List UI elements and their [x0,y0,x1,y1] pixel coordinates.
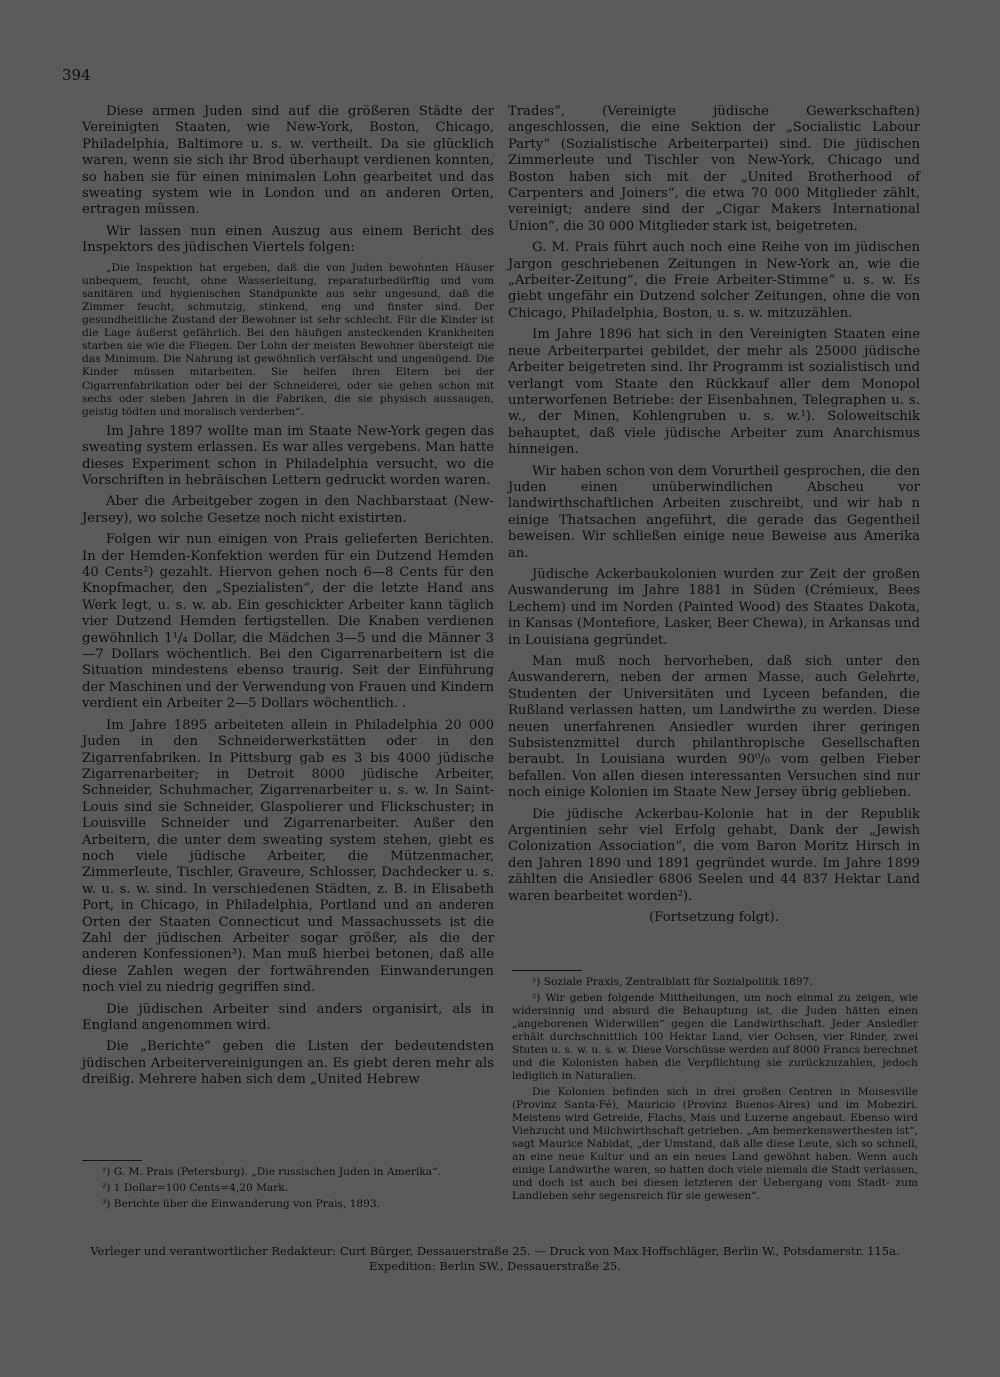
footnote: ³) Berichte über die Einwanderung von Prais, 1893. [102,1198,381,1210]
paragraph: G. M. Prais führt auch noch eine Reihe von im jüdischen Jargon geschriebenen Zeitungen in New-York an, wie die „Arbeiter-Zeitung“, die Freie Arbeiter-Stimme“ u. s. w. Es giebt ungefähr ein Dutzend solcher Zeitungen, ohne die von Chicago, Philadelphia, Boston, u. s. w. mitzuzählen. [508,240,920,321]
page-number: 394 [62,66,91,84]
imprint-line: Expedition: Berlin SW., Dessauerstraße 25. [369,1259,621,1273]
quoted-report: „Die Inspektion hat ergeben, daß die von Juden bewohnten Häuser unbequem, feucht, ohne Wasserleitung, reparaturbedürftig und vom sanitären und hygienischen Standpunkte aus sehr ungesund, daß die Zimmer feucht, schmutzig, stinkend, eng und finster sind. Der gesundheitliche Zustand der Bewohner ist sehr schlecht. Für die Kinder ist die Lage äußerst gefährlich. Bei den häufigen ansteckenden Krankheiten starben sie wie die Fliegen. Der Lohn der meisten Bewohner übersteigt nie das Minimum. Die Nahrung ist gewöhnlich verfälscht und ungenügend. Die Kinder müssen mitarbeiten. Sie helfen ihren Eltern bei der Cigarrenfabrikation oder bei der Schneiderei, oder sie gehen schon mit sechs oder sieben Jahren in die Fabriken, die sie physisch aussaugen, geistig tödten und moralisch verderben“. [82,261,494,418]
paragraph: Folgen wir nun einigen von Prais gelieferten Berichten. In der Hemden-Konfektion werden für ein Dutzend Hemden 40 Cents²) gezahlt. Hiervon gehen noch 6—8 Cents für den Knopfmacher, den „Spezialisten“, der die letzte Hand ans Werk legt, u. s. w. ab. Ein geschickter Arbeiter kann täglich vier Dutzend Hemden fertigstellen. Die Knaben verdienen gewöhnlich 1¹/₄ Dollar, die Mädchen 3—5 und die Männer 3—7 Dollars wöchentlich. Bei den Cigarrenarbeitern ist die Situation mindestens ebenso traurig. Seit der Einführung der Maschinen und der Verwendung von Frauen und Kindern verdient ein Arbeiter 2—5 Dollars wöchentlich. . [82,532,494,712]
left-column [82,104,494,1094]
paragraph: Die „Berichte“ geben die Listen der bedeutendsten jüdischen Arbeitervereinigungen an. Es giebt deren mehr als dreißig. Mehrere haben sich dem „United Hebrew [82,1039,494,1088]
footnote: ²) 1 Dollar=100 Cents=4,20 Mark. [102,1182,289,1194]
paragraph: Wir haben schon von dem Vorurtheil gesprochen, die den Juden einen unüberwindlichen Abscheu vor landwirthschaftlichen Arbeiten zuschreibt, und wir hab n einige Thatsachen angeführt, die gerade das Gegentheil beweisen. Wir schließen einige neue Beweise aus Amerika an. [508,463,920,561]
paragraph: Diese armen Juden sind auf die größeren Städte der Vereinigten Staaten, wie New-York, Boston, Chicago, Philadelphia, Baltimore u. s. w. vertheilt. Da sie glücklich waren, wenn sie sich ihr Brod überhaupt verdienen konnten, so haben sie für einen minimalen Lohn gearbeitet und das sweating system wie in London und an anderen Orten, ertragen müssen. [82,104,494,218]
left-footnotes [82,1160,494,1214]
footnote: ¹) G. M. Prais (Petersburg). „Die russischen Juden in Amerika“. [102,1166,441,1178]
footnote-rule [82,1160,142,1161]
right-footnotes [512,970,918,1206]
continuation-note: (Fortsetzung folgt). [649,910,779,926]
footnote: Die Kolonien befinden sich in drei großen Centren in Moisesville (Provinz Santa-Fé), Mauricio (Provinz Buenos-Aires) und im Mobeziri. Meistens wird Getreide, Flachs, Mais und Luzerne angebaut. Ebenso wird Viehzucht und Milchwirthschaft getrieben. „Am bemerkenswerthesten ist“, sagt Maurice Nabidat, „der Umstand, daß alle diese Leute, sich so schnell, an eine neue Kultur und an ein neues Land gewöhnt haben. Wenn auch einige Landwirthe waren, so hatten doch viele niemals die Stadt verlassen, und doch ist auch bei diesen letzteren der Uebergang vom Stadt- zum Landleben sehr segensreich für sie gewesen“. [512,1086,918,1202]
paragraph: Im Jahre 1897 wollte man im Staate New-York gegen das sweating system erlassen. Es war alles vergebens. Man hatte dieses Experiment schon in Philadelphia versucht, wo die Vorschriften in hebräischen Lettern gedruckt worden waren. [82,423,494,488]
paragraph: Die jüdischen Arbeiter sind anders organisirt, als in England angenommen wird. [82,1001,494,1033]
paragraph: Im Jahre 1895 arbeiteten allein in Philadelphia 20 000 Juden in den Schneiderwerkstätten oder in den Zigarrenfabriken. In Pittsburg gab es 3 bis 4000 jüdische Zigarrenarbeiter; in Detroit 8000 jüdische Arbeiter, Schneider, Schuhmacher, Zigarrenarbeiter u. s. w. In Saint-Louis sind sie Schneider, Glaspolierer und Flickschuster; in Louisville Schneider und Zigarrenarbeiter. Außer den Arbeitern, die unter dem sweating system stehen, giebt es noch viele jüdische Arbeiter, die Mützenmacher, Zimmerleute, Tischler, Graveure, Schlosser, Dachdecker u. s. w. u. s. w. sind. In verschiedenen Städten, z. B. in Elisabeth Port, in Chicago, in Philadelphia, Portland und an anderen Orten der Staaten Connecticut und Massachussets ist die Zahl der jüdischen Arbeiter sogar größer, als die der anderen Konfessionen³). Man muß hierbei betonen, daß alle diese Zahlen wegen der fortwährenden Einwanderungen noch viel zu niedrig gegriffen sind. [82,717,494,996]
paragraph: Die jüdische Ackerbau-Kolonie hat in der Republik Argentinien sehr viel Erfolg gehabt, Dank der „Jewish Colonization Association“, die vom Baron Moritz Hirsch in den Jahren 1890 und 1891 gegründet wurde. Im Jahre 1899 zählten die Ansiedler 6806 Seelen und 44 837 Hektar Land waren bearbeitet worden²). [508,806,920,904]
footnote: ²) Wir geben folgende Mittheilungen, um noch einmal zu zeigen, wie widersinnig und absurd die Behauptung ist, die Juden hätten einen „angeborenen Widerwillen“ gegen die Landwirthschaft. Jeder Ansiedler erhält durchschnittlich 100 Hektar Land, vier Ochsen, vier Rinder, zwei Stuten u. s. w. u. s. w. Diese Vorschüsse werden auf 8000 Francs berechnet und die Kolonisten haben die Verpflichtung sie zurückzuzahlen, jedoch lediglich in Naturalien. [512,992,918,1082]
paragraph: Trades“, (Vereinigte jüdische Gewerkschaften) angeschlossen, die eine Sektion der „Socialistic Labour Party“ (Sozialistische Arbeiterpartei) sind. Die jüdischen Zimmerleute und Tischler von New-York, Chicago und Boston haben sich mit der „United Brotherhood of Carpenters and Joiners“, die etwa 70 000 Mitglieder zählt, vereinigt; andere sind der „Cigar Makers International Union“, die 30 000 Mitglieder stark ist, beigetreten. [508,104,920,234]
footnote: ¹) Soziale Praxis, Zentralblatt für Sozialpolitik 1897. [532,976,813,988]
paragraph: Aber die Arbeitgeber zogen in den Nachbarstaat (New-Jersey), wo solche Gesetze noch nicht existirten. [82,494,494,526]
paragraph: Wir lassen nun einen Auszug aus einem Bericht des Inspektors des jüdischen Viertels folgen: [82,223,494,256]
publisher-imprint [60,1244,930,1274]
paragraph: Jüdische Ackerbaukolonien wurden zur Zeit der großen Auswanderung im Jahre 1881 in Süden (Crémieux, Bees Lechem) und im Norden (Painted Wood) des Staates Dakota, in Kansas (Montefiore, Lasker, Beer Chewa), in Arkansas und in Louisiana gegründet. [508,566,920,648]
imprint-line: Verleger und verantwortlicher Redakteur: Curt Bürger, Dessauerstraße 25. — Druck von Max Hoffschläger, Berlin W., Potsdamerstr. 115a. [90,1244,900,1258]
paragraph: Im Jahre 1896 hat sich in den Vereinigten Staaten eine neue Arbeiterpartei gebildet, der mehr als 25000 jüdische Arbeiter beigetreten sind. Ihr Programm ist sozialistisch und verlangt vom Staate den Rückkauf aller dem Monopol unterworfenen Betriebe: der Eisenbahnen, Telegraphen u. s. w., der Minen, Kohlengruben u. s. w.¹). Soloweitschik behauptet, daß viele jüdische Arbeiter zum Anarchismus hinneigen. [508,327,920,458]
right-column [508,104,920,932]
footnote-rule [512,970,582,971]
paragraph: Man muß noch hervorheben, daß sich unter den Auswanderern, neben der armen Masse, auch Gelehrte, Studenten der Universitäten und Lyceen befanden, die Rußland verlassen hatten, um Landwirthe zu werden. Diese neuen unerfahrenen Ansiedler wurden ihrer geringen Subsistenzmittel durch philanthropische Gesellschaften beraubt. In Louisiana wurden 90⁰/₀ vom gelben Fieber befallen. Von allen diesen interessanten Versuchen sind nur noch einige Kolonien im Staate New Jersey übrig geblieben. [508,654,920,801]
